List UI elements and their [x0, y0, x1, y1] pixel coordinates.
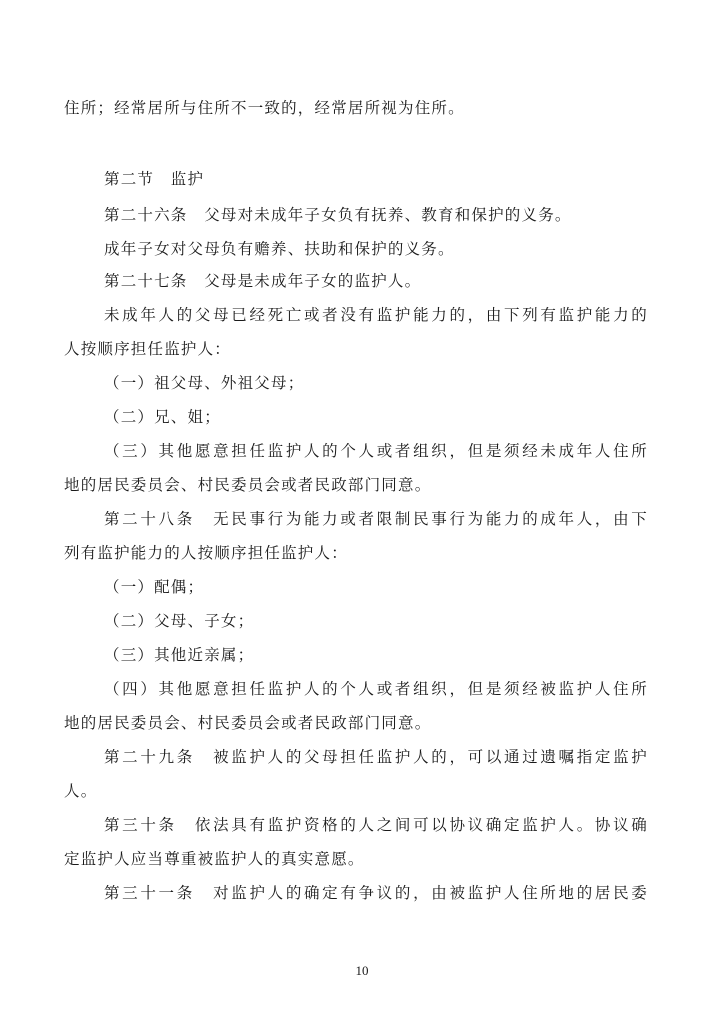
article-26-line: 第二十六条 父母对未成年子女负有抚养、教育和保护的义务。: [104, 206, 572, 224]
article-29-line-1: 第二十九条 被监护人的父母担任监护人的，可以通过遗嘱指定监护: [104, 748, 648, 766]
article-27-paragraph-2-line-1: 未成年人的父母已经死亡或者没有监护能力的，由下列有监护能力的: [104, 306, 648, 324]
article-30-line-2: 定监护人应当尊重被监护人的真实意愿。: [64, 850, 365, 868]
article-30-line-1: 第三十条 依法具有监护资格的人之间可以协议确定监护人。协议确: [104, 816, 648, 834]
text-line-continuation: 住所；经常居所与住所不一致的，经常居所视为住所。: [64, 99, 465, 117]
article-29-line-2: 人。: [64, 782, 98, 800]
article-27-paragraph-2-line-2: 人按顺序担任监护人：: [64, 340, 232, 358]
article-28-item-3: （三）其他近亲属；: [104, 646, 255, 664]
article-27-line: 第二十七条 父母是未成年子女的监护人。: [104, 272, 422, 290]
article-28-item-4-line-1: （四）其他愿意担任监护人的个人或者组织，但是须经被监护人住所: [104, 680, 648, 698]
article-27-item-1: （一）祖父母、外祖父母；: [104, 374, 305, 392]
article-28-line-1: 第二十八条 无民事行为能力或者限制民事行为能力的成年人，由下: [104, 510, 648, 528]
section-heading: 第二节 监护: [104, 170, 205, 188]
article-31-line-1: 第三十一条 对监护人的确定有争议的，由被监护人住所地的居民委: [104, 884, 648, 902]
article-28-item-4-line-2: 地的居民委员会、村民委员会或者民政部门同意。: [64, 714, 432, 732]
article-28-item-2: （二）父母、子女；: [104, 612, 255, 630]
article-28-item-1: （一）配偶；: [104, 578, 205, 596]
page-number: 10: [355, 963, 369, 978]
article-27-item-3-line-1: （三）其他愿意担任监护人的个人或者组织，但是须经未成年人住所: [104, 442, 648, 460]
article-28-line-2: 列有监护能力的人按顺序担任监护人：: [64, 544, 348, 562]
article-26-paragraph-2: 成年子女对父母负有赡养、扶助和保护的义务。: [104, 240, 455, 258]
article-27-item-2: （二）兄、姐；: [104, 408, 221, 426]
article-27-item-3-line-2: 地的居民委员会、村民委员会或者民政部门同意。: [64, 476, 432, 494]
